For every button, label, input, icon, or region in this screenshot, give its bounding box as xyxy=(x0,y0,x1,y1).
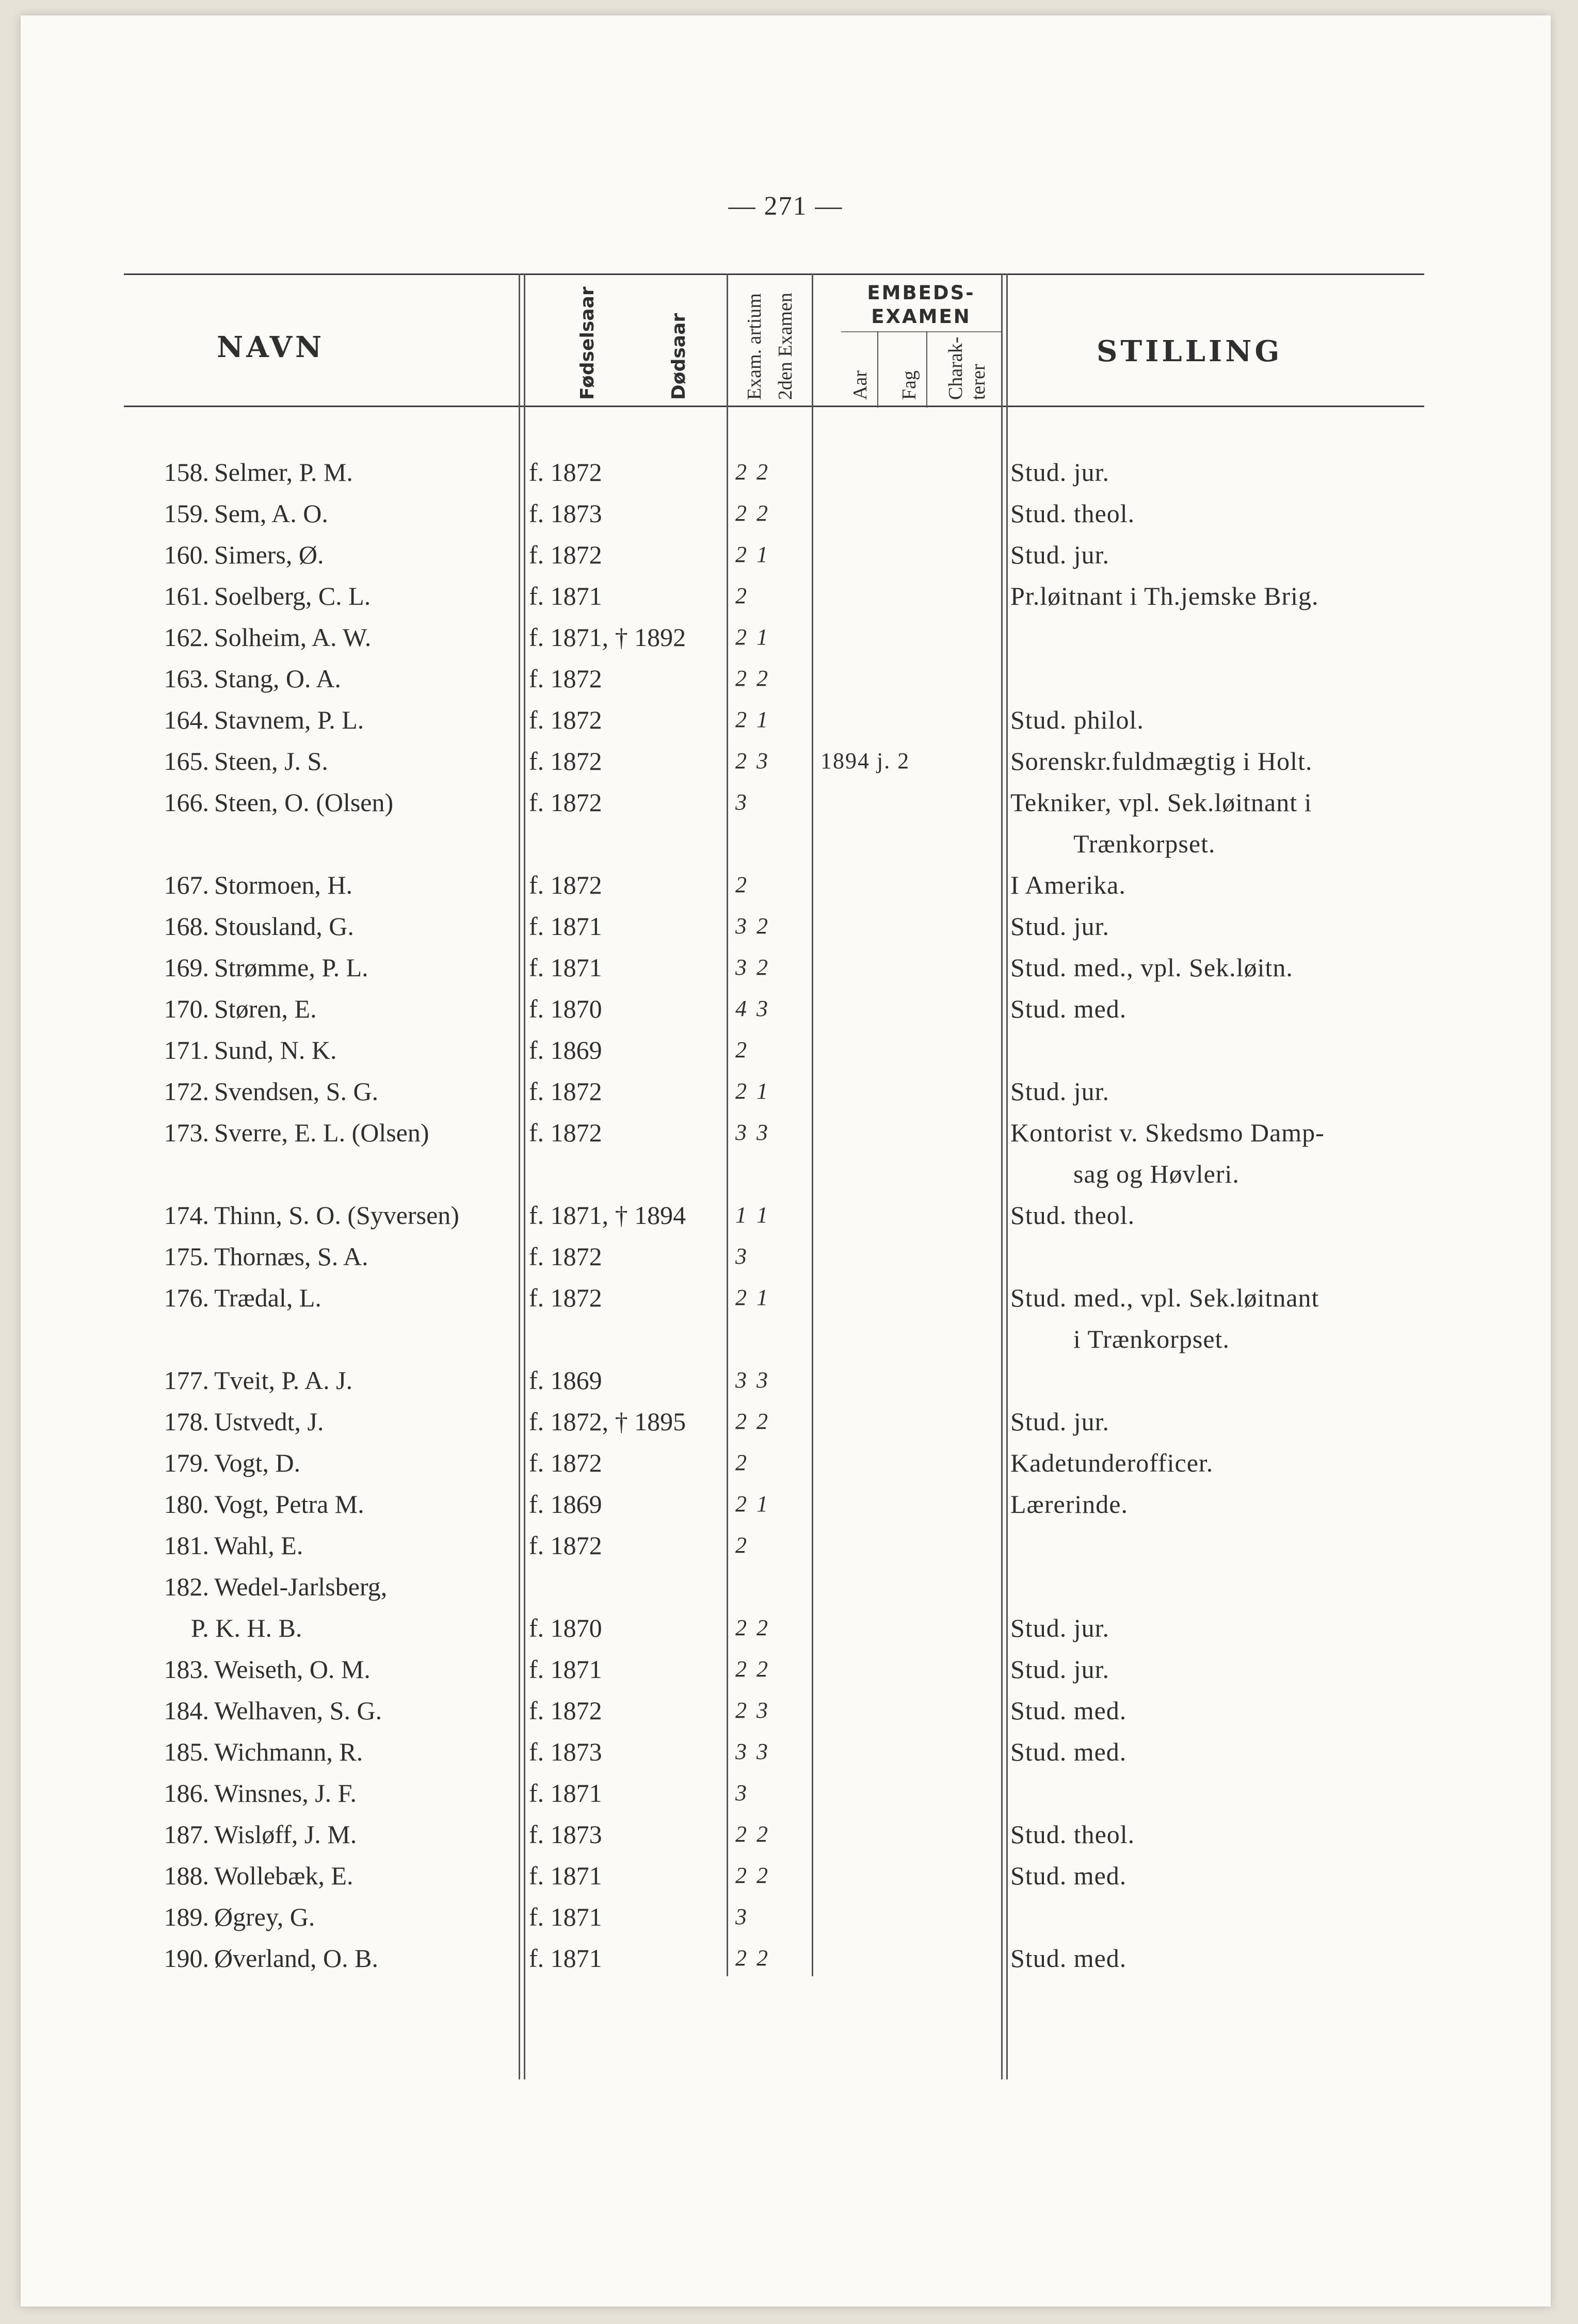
row-birth: f. 1871 xyxy=(529,1655,602,1684)
row-number: 186. xyxy=(164,1779,209,1807)
row-number: 184. xyxy=(164,1696,209,1725)
row-name: Winsnes, J. F. xyxy=(214,1779,357,1807)
row-birth: f. 1872 xyxy=(529,788,602,817)
row-birth: f. 1869 xyxy=(529,1490,602,1519)
table-row xyxy=(21,864,1551,906)
table-row xyxy=(21,1236,1551,1277)
header-stilling: STILLING xyxy=(1097,334,1283,368)
row-number: 170. xyxy=(164,994,209,1023)
table-row xyxy=(21,658,1551,699)
row-stilling: Stud. philol. xyxy=(1010,705,1144,734)
row-exam: 2 2 xyxy=(735,1656,770,1682)
table-row xyxy=(21,1731,1551,1772)
row-exam: 2 1 xyxy=(735,1078,770,1104)
row-birth: f. 1869 xyxy=(529,1036,602,1064)
row-number: 164. xyxy=(164,705,209,734)
table-row xyxy=(21,988,1551,1029)
row-birth: f. 1872 xyxy=(529,1448,602,1477)
row-stilling: Stud. theol. xyxy=(1010,499,1135,528)
row-name: Stormoen, H. xyxy=(214,870,353,899)
row-birth: f. 1871 xyxy=(529,1902,602,1931)
row-birth: f. 1870 xyxy=(529,1613,602,1642)
row-number: 183. xyxy=(164,1655,209,1684)
table-row xyxy=(21,1690,1551,1731)
row-name: Thinn, S. O. (Syversen) xyxy=(214,1201,459,1230)
header-fodselsaar: Fødselsaar xyxy=(577,286,598,400)
row-birth: f. 1872 xyxy=(529,1077,602,1106)
row-stilling: Stud. jur. xyxy=(1010,458,1109,487)
row-number: 176. xyxy=(164,1283,209,1312)
row-exam: 2 xyxy=(735,583,749,608)
row-number: 161. xyxy=(164,582,209,610)
table-row xyxy=(21,1483,1551,1525)
table-row xyxy=(21,1814,1551,1855)
row-exam: 3 xyxy=(735,1780,749,1805)
document-page xyxy=(21,15,1551,2306)
row-name-continued: P. K. H. B. xyxy=(191,1613,302,1642)
row-stilling: Lærerinde. xyxy=(1010,1490,1128,1519)
row-number: 174. xyxy=(164,1201,209,1230)
row-birth: f. 1872 xyxy=(529,1283,602,1312)
row-birth: f. 1871 xyxy=(529,1779,602,1807)
row-number: 169. xyxy=(164,953,209,982)
row-name: Steen, O. (Olsen) xyxy=(214,788,394,817)
row-birth: f. 1872 xyxy=(529,540,602,569)
row-birth: f. 1871 xyxy=(529,953,602,982)
row-birth: f. 1872 xyxy=(529,870,602,899)
row-birth: f. 1872 xyxy=(529,1531,602,1560)
row-number: 167. xyxy=(164,870,209,899)
row-exam: 2 xyxy=(735,1532,749,1558)
row-birth: f. 1872, † 1895 xyxy=(529,1407,686,1436)
table-row xyxy=(21,1772,1551,1814)
embeds-divider xyxy=(841,331,1001,332)
table-row xyxy=(21,1442,1551,1483)
table-row xyxy=(21,1195,1551,1236)
row-name: Wollebæk, E. xyxy=(214,1861,353,1890)
row-birth: f. 1872 xyxy=(529,664,602,693)
row-number: 165. xyxy=(164,747,209,776)
row-number: 166. xyxy=(164,788,209,817)
row-name: Thornæs, S. A. xyxy=(214,1242,368,1271)
row-name: Steen, J. S. xyxy=(214,747,328,776)
row-name: Sem, A. O. xyxy=(214,499,328,528)
row-stilling: Stud. jur. xyxy=(1010,1407,1109,1436)
row-stilling: Stud. med. xyxy=(1010,1944,1127,1973)
row-name: Øgrey, G. xyxy=(214,1902,315,1931)
row-stilling: Stud. jur. xyxy=(1010,1655,1109,1684)
row-birth: f. 1871, † 1894 xyxy=(529,1201,686,1230)
row-name: Wichmann, R. xyxy=(214,1737,363,1766)
row-exam: 3 3 xyxy=(735,1120,770,1145)
col-line-emb-2 xyxy=(926,331,927,408)
row-name: Stousland, G. xyxy=(214,912,354,941)
table-row xyxy=(21,1649,1551,1690)
header-exam-artium: Exam. artium xyxy=(744,293,765,400)
row-exam: 3 2 xyxy=(735,913,770,939)
row-stilling: I Amerika. xyxy=(1010,870,1126,899)
table-row xyxy=(21,1401,1551,1442)
header-aar: Aar xyxy=(849,370,871,400)
table-row xyxy=(21,1938,1551,1979)
row-number: 182. xyxy=(164,1572,209,1601)
row-stilling: Stud. theol. xyxy=(1010,1201,1135,1230)
table-row xyxy=(21,1896,1551,1938)
row-number: 177. xyxy=(164,1366,209,1395)
row-exam: 2 2 xyxy=(735,1821,770,1847)
table-row xyxy=(21,1112,1551,1153)
row-exam: 2 2 xyxy=(735,1945,770,1971)
row-stilling: Stud. med. xyxy=(1010,1737,1127,1766)
row-name: Trædal, L. xyxy=(214,1283,321,1312)
row-exam: 3 xyxy=(735,1244,749,1269)
row-name: Øverland, O. B. xyxy=(214,1944,378,1973)
row-birth: f. 1872 xyxy=(529,1242,602,1271)
row-exam: 3 3 xyxy=(735,1739,770,1764)
row-name: Wisløff, J. M. xyxy=(214,1820,357,1849)
row-name: Weiseth, O. M. xyxy=(214,1655,371,1684)
row-number: 173. xyxy=(164,1118,209,1147)
row-exam: 2 1 xyxy=(735,624,770,650)
row-name: Tveit, P. A. J. xyxy=(214,1366,353,1395)
row-exam: 2 xyxy=(735,872,749,897)
table-row xyxy=(21,617,1551,658)
row-stilling-continued: sag og Høvleri. xyxy=(1073,1159,1239,1188)
row-birth: f. 1872 xyxy=(529,458,602,487)
row-name: Strømme, P. L. xyxy=(214,953,368,982)
row-stilling: Stud. med., vpl. Sek.løitnant xyxy=(1010,1283,1319,1312)
row-number: 190. xyxy=(164,1944,209,1973)
row-birth: f. 1871 xyxy=(529,1944,602,1973)
table-row xyxy=(21,1607,1551,1649)
row-stilling: Stud. jur. xyxy=(1010,1613,1109,1642)
row-birth: f. 1871 xyxy=(529,1861,602,1890)
row-exam: 2 2 xyxy=(735,459,770,485)
row-number: 162. xyxy=(164,623,209,652)
row-stilling: Stud. med., vpl. Sek.løitn. xyxy=(1010,953,1293,982)
row-stilling: Stud. med. xyxy=(1010,1696,1127,1725)
row-birth: f. 1871, † 1892 xyxy=(529,623,686,652)
table-row xyxy=(21,906,1551,947)
row-stilling-continued: Trænkorpset. xyxy=(1073,829,1216,858)
row-stilling: Stud. theol. xyxy=(1010,1820,1135,1849)
row-birth: f. 1869 xyxy=(529,1366,602,1395)
row-birth: f. 1872 xyxy=(529,1696,602,1725)
table-row xyxy=(21,1855,1551,1896)
row-name: Selmer, P. M. xyxy=(214,458,353,487)
row-stilling: Stud. jur. xyxy=(1010,912,1109,941)
table-row xyxy=(21,1360,1551,1401)
row-exam: 3 xyxy=(735,1904,749,1929)
row-name: Sund, N. K. xyxy=(214,1036,337,1064)
row-birth: f. 1872 xyxy=(529,747,602,776)
row-embedsexamen: 1894 j. 2 xyxy=(820,748,910,773)
row-number: 180. xyxy=(164,1490,209,1519)
row-birth: f. 1873 xyxy=(529,499,602,528)
row-exam: 2 2 xyxy=(735,1615,770,1640)
row-stilling: Kontorist v. Skedsmo Damp- xyxy=(1010,1118,1325,1147)
row-exam: 2 1 xyxy=(735,1285,770,1310)
header-aden-examen: 2den Examen xyxy=(775,293,796,400)
header-navn: NAVN xyxy=(217,330,325,364)
row-stilling: Stud. jur. xyxy=(1010,1077,1109,1106)
row-exam: 3 2 xyxy=(735,955,770,980)
row-exam: 2 xyxy=(735,1450,749,1475)
row-name: Wahl, E. xyxy=(214,1531,303,1560)
row-birth: f. 1873 xyxy=(529,1820,602,1849)
page-number: — 271 — xyxy=(728,191,843,221)
row-number: 188. xyxy=(164,1861,209,1890)
row-number: 163. xyxy=(164,664,209,693)
table-row xyxy=(21,782,1551,823)
header-dodsaar: Dødsaar xyxy=(668,313,689,400)
row-exam: 2 2 xyxy=(735,501,770,526)
row-stilling: Pr.løitnant i Th.jemske Brig. xyxy=(1010,582,1319,610)
row-name: Svendsen, S. G. xyxy=(214,1077,379,1106)
row-number: 178. xyxy=(164,1407,209,1436)
row-exam: 2 3 xyxy=(735,748,770,773)
table-row xyxy=(21,823,1551,864)
table-row xyxy=(21,1029,1551,1071)
row-number: 171. xyxy=(164,1036,209,1064)
row-exam: 2 2 xyxy=(735,666,770,691)
row-birth: f. 1872 xyxy=(529,1118,602,1147)
row-number: 189. xyxy=(164,1902,209,1931)
row-stilling: Sorenskr.fuldmægtig i Holt. xyxy=(1010,747,1313,776)
header-bottom-rule xyxy=(124,406,1424,407)
row-number: 175. xyxy=(164,1242,209,1271)
row-number: 172. xyxy=(164,1077,209,1106)
row-exam: 3 3 xyxy=(735,1367,770,1393)
row-exam: 2 1 xyxy=(735,707,770,732)
row-number: 181. xyxy=(164,1531,209,1560)
table-row xyxy=(21,1566,1551,1607)
row-number: 159. xyxy=(164,499,209,528)
row-name: Stang, O. A. xyxy=(214,664,341,693)
table-row xyxy=(21,947,1551,988)
row-stilling: Kadetunderofficer. xyxy=(1010,1448,1214,1477)
row-exam: 2 2 xyxy=(735,1863,770,1888)
row-birth: f. 1871 xyxy=(529,912,602,941)
table-row xyxy=(21,1277,1551,1318)
row-name: Simers, Ø. xyxy=(214,540,324,569)
table-row xyxy=(21,1071,1551,1112)
row-exam: 2 2 xyxy=(735,1409,770,1434)
table-row xyxy=(21,740,1551,782)
row-stilling: Tekniker, vpl. Sek.løitnant i xyxy=(1010,788,1312,817)
row-number: 158. xyxy=(164,458,209,487)
row-number: 179. xyxy=(164,1448,209,1477)
row-name: Sverre, E. L. (Olsen) xyxy=(214,1118,429,1147)
row-exam: 2 1 xyxy=(735,542,770,567)
row-exam: 2 xyxy=(735,1037,749,1062)
row-stilling: Stud. med. xyxy=(1010,1861,1127,1890)
row-name: Stavnem, P. L. xyxy=(214,705,364,734)
row-birth: f. 1872 xyxy=(529,705,602,734)
row-exam: 2 3 xyxy=(735,1698,770,1723)
table-row xyxy=(21,1153,1551,1195)
row-name: Ustvedt, J. xyxy=(214,1407,324,1436)
row-name: Solheim, A. W. xyxy=(214,623,372,652)
row-number: 160. xyxy=(164,540,209,569)
row-exam: 1 1 xyxy=(735,1202,770,1228)
table-row xyxy=(21,575,1551,617)
row-name: Vogt, D. xyxy=(214,1448,301,1477)
row-name: Wedel-Jarlsberg, xyxy=(214,1572,388,1601)
col-line-emb-1 xyxy=(877,331,878,408)
row-name: Welhaven, S. G. xyxy=(214,1696,382,1725)
header-fag: Fag xyxy=(898,370,920,400)
row-birth: f. 1871 xyxy=(529,582,602,610)
row-number: 187. xyxy=(164,1820,209,1849)
table-row xyxy=(21,1525,1551,1566)
row-exam: 2 1 xyxy=(735,1491,770,1516)
row-stilling: Stud. jur. xyxy=(1010,540,1109,569)
row-exam: 3 xyxy=(735,789,749,815)
row-number: 185. xyxy=(164,1737,209,1766)
row-number: 168. xyxy=(164,912,209,941)
header-embedsexamen: EMBEDS-EXAMEN xyxy=(867,282,975,328)
table-row xyxy=(21,1318,1551,1360)
row-name: Soelberg, C. L. xyxy=(214,582,371,610)
header-top-rule xyxy=(124,273,1424,275)
row-name: Vogt, Petra M. xyxy=(214,1490,364,1519)
table-row xyxy=(21,493,1551,534)
table-row xyxy=(21,699,1551,740)
row-stilling: Stud. med. xyxy=(1010,994,1127,1023)
row-exam: 4 3 xyxy=(735,996,770,1021)
row-name: Støren, E. xyxy=(214,994,317,1023)
row-stilling-continued: i Trænkorpset. xyxy=(1073,1325,1230,1353)
row-birth: f. 1870 xyxy=(529,994,602,1023)
header-charakterer: Charak-terer xyxy=(945,336,989,400)
table-row xyxy=(21,534,1551,575)
row-birth: f. 1873 xyxy=(529,1737,602,1766)
table-row xyxy=(21,451,1551,493)
